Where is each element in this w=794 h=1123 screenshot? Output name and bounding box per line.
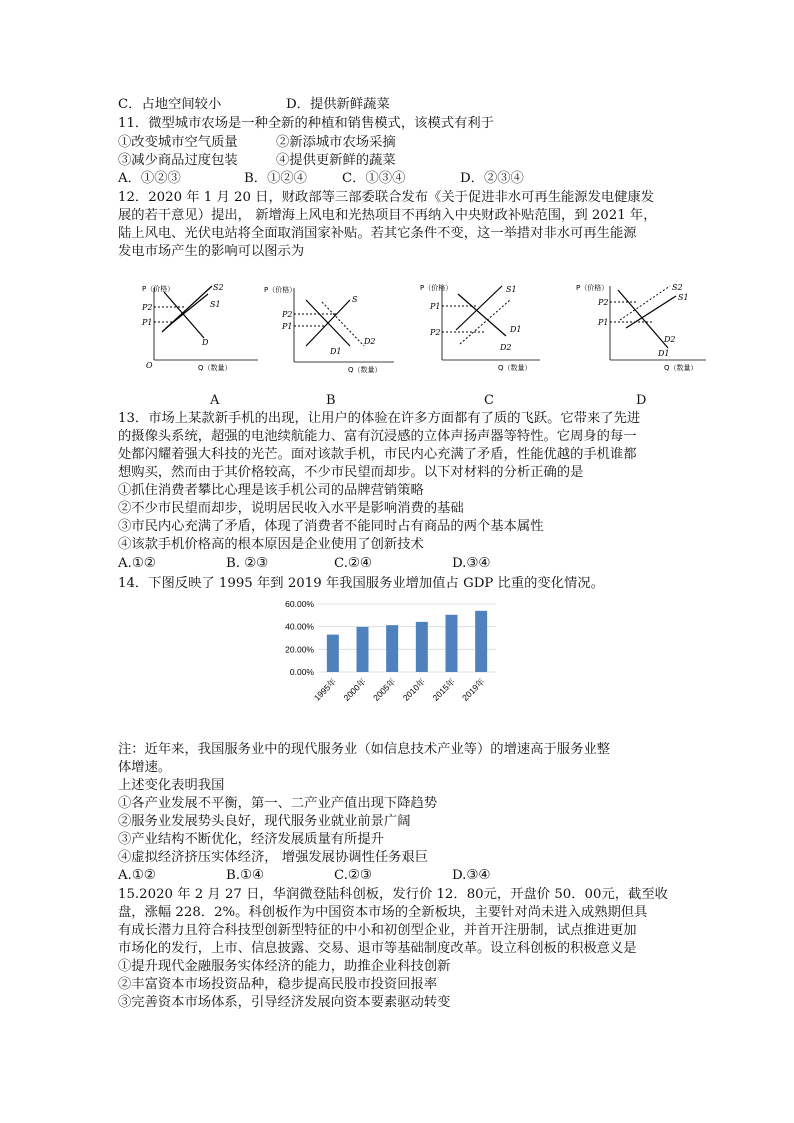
chart-x-tick-label: 1995年 (311, 676, 339, 703)
graph-a-p-axis-label: P（价格） (142, 285, 175, 293)
q11-item-3: ③减少商品过度包装 (118, 153, 238, 168)
svg-text:D2: D2 (500, 343, 512, 352)
svg-text:Q（数量）: Q（数量） (664, 364, 698, 372)
chart-x-tick-label: 2015年 (430, 676, 457, 703)
svg-text:P1: P1 (598, 318, 609, 327)
svg-text:P2: P2 (598, 298, 609, 307)
svg-text:S1: S1 (210, 300, 221, 309)
q10-option-c: C．占地空间较小 (118, 97, 222, 112)
q15-line-2: 盘，涨幅 228．2%。科创板作为中国资本市场的全新板块，主要针对尚未进入成熟期但具 (118, 905, 648, 920)
q13-item-3: ③市民内心充满了矛盾，体现了消费者不能同时占有商品的两个基本属性 (118, 519, 544, 534)
q13-option-b: B. ②③ (226, 556, 269, 571)
q14-option-b: B.①④ (226, 868, 264, 883)
q13-option-a: A.①② (118, 556, 156, 571)
q14-option-a: A.①② (118, 868, 156, 883)
q13-line-2: 的摄像头系统，超强的电池续航能力、富有沉浸感的立体声扬声器等特性。它周身的每一 (118, 429, 637, 444)
q11-item-2: ②新添城市农场采摘 (276, 135, 396, 150)
graph-a-label: A (210, 393, 220, 408)
q14-item-1: ①各产业发展不平衡，第一、二产业产值出现下降趋势 (118, 796, 438, 811)
chart-y-tick-label: 20.00% (285, 644, 314, 655)
q11-item-1: ①改变城市空气质量 (118, 135, 238, 150)
svg-text:O: O (146, 361, 153, 370)
svg-text:S2: S2 (672, 283, 683, 292)
svg-text:D1: D1 (330, 347, 342, 356)
q12-line-1: 12．2020 年 1 月 20 日，财政部等三部委联合发布《关于促进非水可再生能源发电健康发 (118, 190, 655, 205)
svg-text:P1: P1 (142, 318, 153, 327)
q11-item-4: ④提供更新鲜的蔬菜 (276, 153, 396, 168)
q14-note-line-1: 注：近年来，我国服务业中的现代服务业（如信息技术产业等）的增速高于服务业整 (118, 742, 610, 757)
q15-item-2: ②丰富资本市场投资品种，稳步提高民股市投资回报率 (118, 977, 438, 992)
graph-c-demand-d (458, 294, 506, 336)
svg-text:P2: P2 (142, 303, 153, 312)
graph-d-demand-d1 (618, 290, 668, 348)
q12-line-4: 发电市场产生的影响可以图示为 (118, 244, 305, 259)
graph-d-supply-s1 (626, 296, 676, 328)
q14-item-3: ③产业结构不断优化，经济发展质量有所提升 (118, 832, 384, 847)
q13-option-c: C.②④ (334, 556, 372, 571)
chart-x-tick-label: 2000年 (341, 676, 368, 703)
svg-text:Q（数量）: Q（数量） (348, 366, 382, 374)
q15-item-1: ①提升现代金融服务实体经济的能力，助推企业科技创新 (118, 959, 451, 974)
chart-y-tick-label: 40.00% (285, 621, 314, 632)
q13-line-1: 13．市场上某款新手机的出现，让用户的体验在许多方面都有了质的飞跃。它带来了先进 (118, 411, 641, 426)
svg-text:Q（数量）: Q（数量） (498, 364, 532, 372)
svg-text:P1: P1 (430, 302, 441, 311)
q11-option-c: C．①③④ (342, 171, 406, 186)
svg-text:S: S (352, 295, 358, 304)
q14-item-4: ④虚拟经济挤压实体经济， 增强发展协调性任务艰巨 (118, 850, 429, 865)
graph-d-label: D (636, 393, 647, 408)
q13-option-d: D.③④ (452, 556, 491, 571)
svg-text:D2: D2 (364, 337, 376, 346)
chart-y-tick-label: 60.00% (285, 599, 314, 609)
q15-item-3: ③完善资本市场体系，引导经济发展向资本要素驱动转变 (118, 995, 451, 1010)
svg-text:P2: P2 (430, 328, 441, 337)
q14-option-c: C.②③ (334, 868, 372, 883)
supply-demand-graph-c (420, 280, 560, 380)
q11-option-d: D．②③④ (460, 171, 524, 186)
svg-text:S1: S1 (506, 285, 517, 294)
graph-c-supply-s2 (460, 300, 510, 344)
q10-option-d: D．提供新鲜蔬菜 (286, 97, 390, 112)
svg-text:P2: P2 (282, 310, 293, 319)
chart-bar-2005年 (386, 625, 398, 672)
chart-bar-2019年 (475, 611, 487, 672)
chart-bar-1995年 (327, 635, 339, 672)
chart-x-tick-label: 2010年 (400, 676, 428, 703)
svg-text:P（价格）: P（价格） (576, 284, 609, 292)
q11-stem: 11．微型城市农场是一种全新的种植和销售模式，该模式有利于 (118, 116, 494, 131)
q15-line-1: 15.2020 年 2 月 27 日，华润微登陆科创板，发行价 12．80元，开盘价 50．00元，截至收 (118, 887, 668, 902)
graph-a-q-axis-label: Q（数量） (198, 364, 232, 372)
svg-text:D1: D1 (658, 349, 670, 358)
q14-note-line-2: 体增速。 (118, 760, 172, 775)
svg-text:P（价格）: P（价格） (264, 286, 297, 294)
svg-text:S2: S2 (213, 283, 224, 292)
graph-d-supply-s2 (620, 286, 670, 320)
q15-line-4: 市场化的发行，上市、信息披露、交易、退市等基础制度改革。设立科创板的积极意义是 (118, 941, 637, 956)
q11-option-b: B．①②④ (244, 171, 307, 186)
q12-line-2: 展的若干意见）提出， 新增海上风电和光热项目不再纳入中央财政补贴范围，到 2021 年， (118, 208, 657, 223)
q13-line-3: 处都闪耀着强大科技的光芒。面对该款手机，市民内心充满了矛盾，性能优越的手机谁都 (118, 447, 637, 462)
q13-line-4: 想购买，然而由于其价格较高，不少市民望而却步。以下对材料的分析正确的是 (118, 465, 584, 480)
svg-text:D: D (202, 338, 209, 347)
supply-demand-graph-a (138, 280, 278, 380)
q13-item-4: ④该款手机价格高的根本原因是企业使用了创新技术 (118, 537, 424, 552)
chart-bar-2010年 (416, 622, 428, 672)
supply-demand-graph-d (576, 280, 716, 380)
q14-item-2: ②服务业发展势头良好，现代服务业就业前景广阔 (118, 814, 411, 829)
svg-text:D2: D2 (664, 335, 676, 344)
graph-a-supply-s1 (166, 294, 208, 328)
graph-c-label: C (484, 393, 494, 408)
svg-text:S1: S1 (678, 293, 689, 302)
svg-text:P1: P1 (282, 322, 293, 331)
svg-text:P（价格）: P（价格） (420, 284, 453, 292)
chart-bar-2015年 (446, 615, 458, 672)
supply-demand-graph-b (264, 282, 414, 382)
q12-line-3: 陆上风电、光伏电站将全面取消国家补贴。若其它条件不变，这一举措对非水可再生能源 (118, 226, 637, 241)
q11-option-a: A．①②③ (118, 171, 181, 186)
chart-bar-2000年 (357, 627, 369, 672)
graph-b-label: B (326, 393, 336, 408)
svg-text:D1: D1 (510, 325, 522, 334)
q14-lead: 上述变化表明我国 (118, 778, 225, 793)
service-industry-gdp-chart (270, 598, 510, 738)
chart-x-tick-label: 2019年 (460, 676, 487, 703)
chart-x-tick-label: 2005年 (371, 676, 398, 703)
chart-y-tick-label: 0.00% (289, 667, 314, 677)
q15-line-3: 有成长潜力且符合科技型创新型特征的中小和初创型企业，并首开注册制，试点推进更加 (118, 923, 637, 938)
q13-item-2: ②不少市民望而却步，说明居民收入水平是影响消费的基础 (118, 501, 464, 516)
graph-c-supply-s1 (456, 286, 502, 330)
q14-option-d: D.③④ (452, 868, 491, 883)
q13-item-1: ①抓住消费者攀比心理是该手机公司的品牌营销策略 (118, 483, 424, 498)
q14-stem: 14．下图反映了 1995 年到 2019 年我国服务业增加值占 GDP 比重的变化情况。 (118, 576, 604, 591)
